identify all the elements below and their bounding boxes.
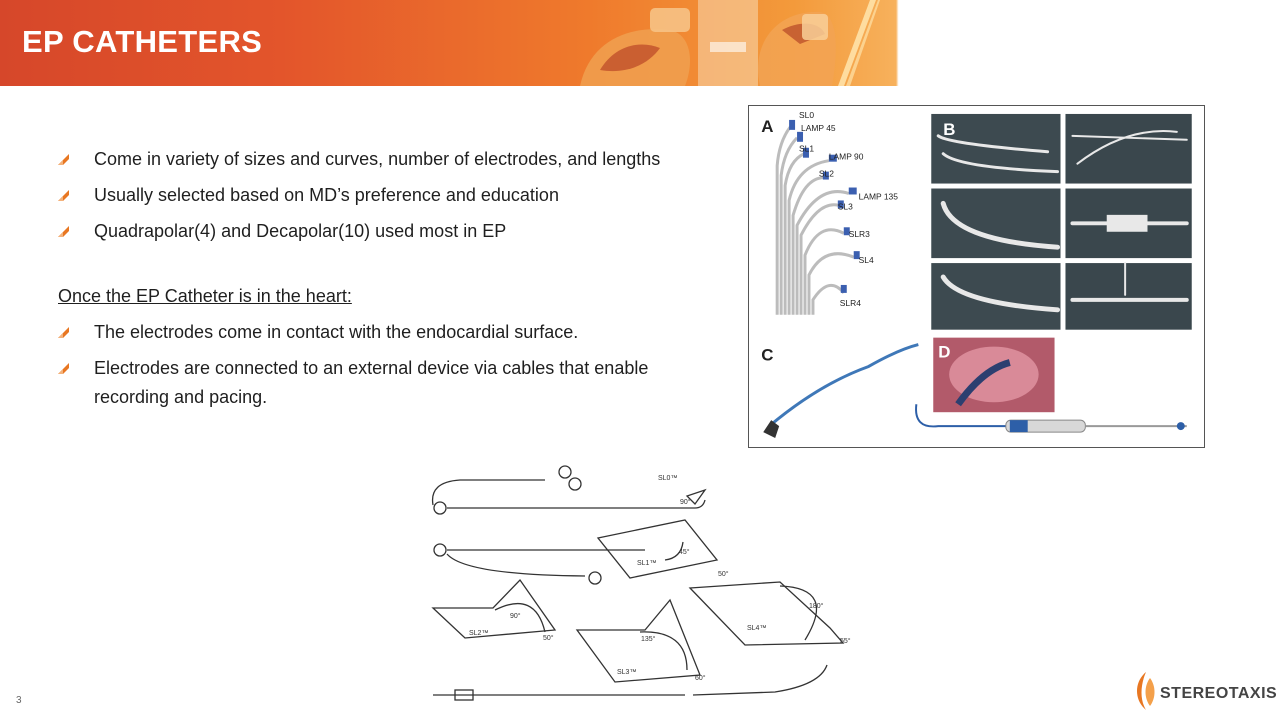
sl0-cable bbox=[433, 480, 545, 505]
logo-flame-icon bbox=[1137, 672, 1155, 710]
bullet-item bbox=[58, 354, 698, 412]
bullet-text: Electrodes are connected to an external device via cables that enable recording and pacing. bbox=[94, 358, 649, 407]
sl4-curve bbox=[780, 586, 817, 640]
panel-label-b: B bbox=[943, 119, 956, 139]
curve-label: SL4 bbox=[858, 255, 874, 266]
bullet-arrow-icon bbox=[58, 154, 69, 165]
curve-label: SL3™ bbox=[617, 669, 637, 676]
angle-label: 135° bbox=[641, 636, 656, 643]
angle-label: 55° bbox=[840, 638, 851, 645]
curve-label: SL0 bbox=[799, 109, 815, 120]
content-text bbox=[58, 145, 738, 419]
bullet-item bbox=[58, 318, 738, 347]
panel-b-photos bbox=[931, 114, 1191, 330]
bullet-text: The electrodes come in contact with the endocardial surface. bbox=[94, 322, 579, 342]
sl1-valve bbox=[589, 572, 601, 584]
angle-label: 180° bbox=[809, 603, 824, 610]
angle-label: 90° bbox=[510, 613, 521, 620]
panel-d-connector bbox=[1177, 422, 1185, 430]
catheter-curve-diagram bbox=[425, 460, 870, 715]
curve-label: LAMP 135 bbox=[858, 191, 898, 202]
bullet-text: Come in variety of sizes and curves, number of electrodes, and lengths bbox=[94, 149, 661, 169]
bullet-arrow-icon bbox=[58, 190, 69, 201]
bullet-arrow-icon bbox=[58, 327, 69, 338]
bullet-item bbox=[58, 217, 738, 246]
bullet-text: Quadrapolar(4) and Decapolar(10) used most in EP bbox=[94, 221, 507, 241]
logo-text: STEREOTAXIS bbox=[1160, 685, 1278, 702]
sl4-plane bbox=[690, 582, 843, 645]
curve-label: SL1 bbox=[799, 143, 815, 154]
banner-lab-photo bbox=[520, 0, 880, 86]
sl3-plane bbox=[577, 600, 700, 682]
sl0-valve bbox=[569, 478, 581, 490]
angle-label: 50° bbox=[718, 571, 729, 578]
page-title: EP CATHETERS bbox=[22, 24, 263, 59]
angle-label: 45° bbox=[679, 549, 690, 556]
stereotaxis-logo bbox=[1132, 668, 1278, 714]
bullet-text: Usually selected based on MD’s preference and education bbox=[94, 185, 559, 205]
bullet-arrow-icon bbox=[58, 226, 69, 237]
panel-a-labels bbox=[799, 110, 898, 308]
panel-label-c: C bbox=[761, 345, 774, 365]
sl2-plane bbox=[433, 580, 555, 638]
sl1-plane bbox=[598, 520, 717, 578]
panel-label-d: D bbox=[938, 342, 951, 362]
header-banner bbox=[0, 0, 1280, 86]
angle-label: 50° bbox=[543, 635, 554, 642]
curve-label: LAMP 45 bbox=[801, 122, 836, 133]
angle-label: 90° bbox=[680, 499, 691, 506]
curve-label: SL0™ bbox=[658, 475, 678, 482]
sl1-connector bbox=[434, 544, 446, 556]
panel-label-a: A bbox=[761, 116, 774, 136]
sl0-valve bbox=[559, 466, 571, 478]
curve-label: SL3 bbox=[837, 201, 853, 212]
catheter-figure-panels bbox=[748, 105, 1205, 448]
sl0-shaft bbox=[447, 500, 705, 508]
bullet-item bbox=[58, 145, 738, 174]
bullet-arrow-icon bbox=[58, 363, 69, 374]
curve-label: SLR4 bbox=[839, 297, 861, 308]
sl1-cable bbox=[447, 554, 585, 576]
panel-c-catheter bbox=[769, 345, 918, 427]
curve-label: SL4™ bbox=[747, 625, 767, 632]
curve-label: SL2™ bbox=[469, 630, 489, 637]
angle-label: 60° bbox=[695, 675, 706, 682]
curve-label: SLR3 bbox=[848, 229, 870, 240]
subheading: Once the EP Catheter is in the heart: bbox=[58, 286, 352, 306]
panel-c-handle bbox=[763, 420, 779, 438]
sl0-connector bbox=[434, 502, 446, 514]
curve-label: SL2 bbox=[818, 168, 834, 179]
page-number: 3 bbox=[16, 695, 22, 706]
bullet-item bbox=[58, 181, 738, 210]
panel-d-handle-grip bbox=[1010, 420, 1028, 432]
curve-label: SL1™ bbox=[637, 560, 657, 567]
curve-label: LAMP 90 bbox=[828, 151, 864, 162]
